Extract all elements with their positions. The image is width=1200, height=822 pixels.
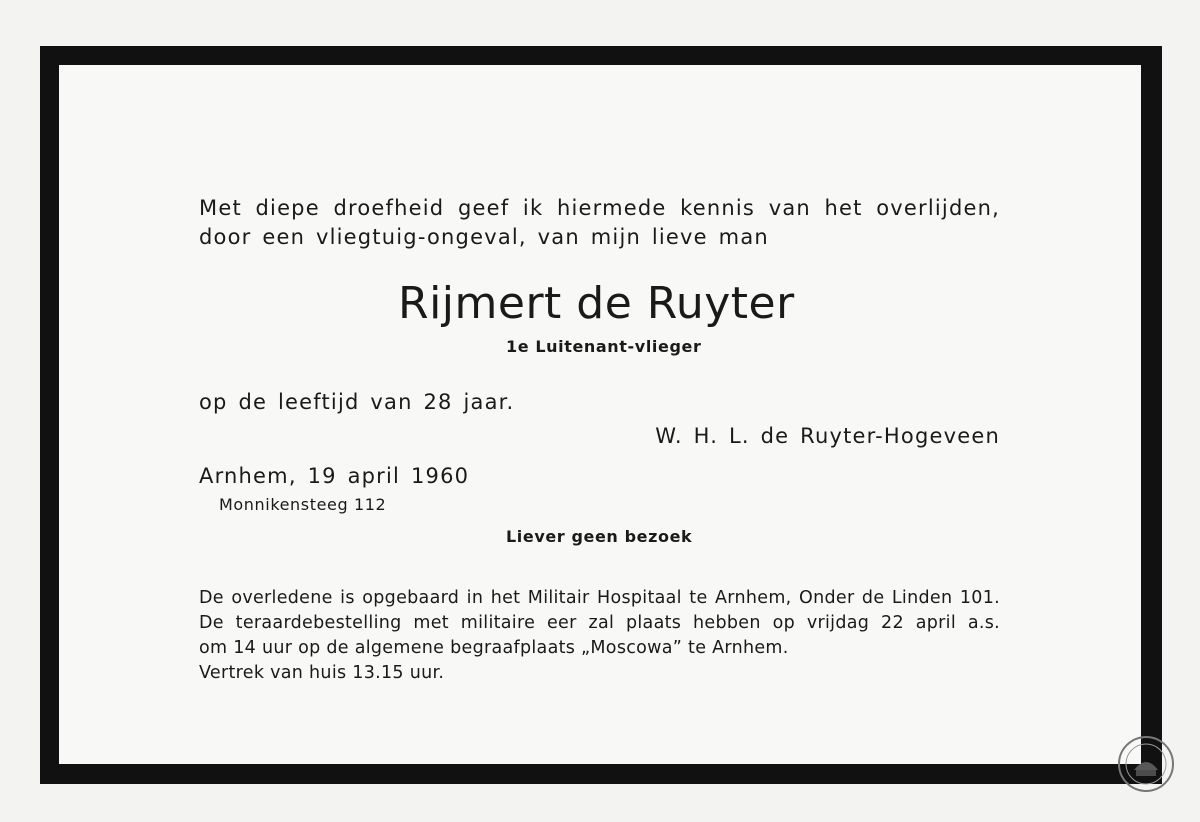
deceased-rank: 1e Luitenant-vlieger (506, 337, 702, 356)
details-line-4: Vertrek van huis 13.15 uur. (199, 663, 445, 683)
address: Monnikensteeg 112 (219, 495, 387, 514)
age-line: op de leeftijd van 28 jaar. (199, 390, 515, 414)
place-date: Arnhem, 19 april 1960 (199, 464, 470, 488)
intro-line-1: Met diepe droefheid geef ik hiermede kennis van het overlijden, (199, 196, 1000, 220)
visit-note: Liever geen bezoek (506, 527, 693, 546)
archive-stamp-icon (1114, 732, 1178, 796)
details-line-2: De teraardebestelling met militaire eer zal plaats hebben op vrijdag 22 april a.s. (199, 613, 1000, 633)
details-line-1: De overledene is opgebaard in het Militair Hospitaal te Arnhem, Onder de Linden 101. (199, 588, 1000, 608)
deceased-name: Rijmert de Ruyter (398, 278, 795, 329)
intro-line-2: door een vliegtuig-ongeval, van mijn lieve man (199, 225, 769, 249)
signatory: W. H. L. de Ruyter-Hogeveen (655, 424, 1000, 448)
details-line-3: om 14 uur op de algemene begraafplaats „Moscowa” te Arnhem. (199, 638, 789, 658)
